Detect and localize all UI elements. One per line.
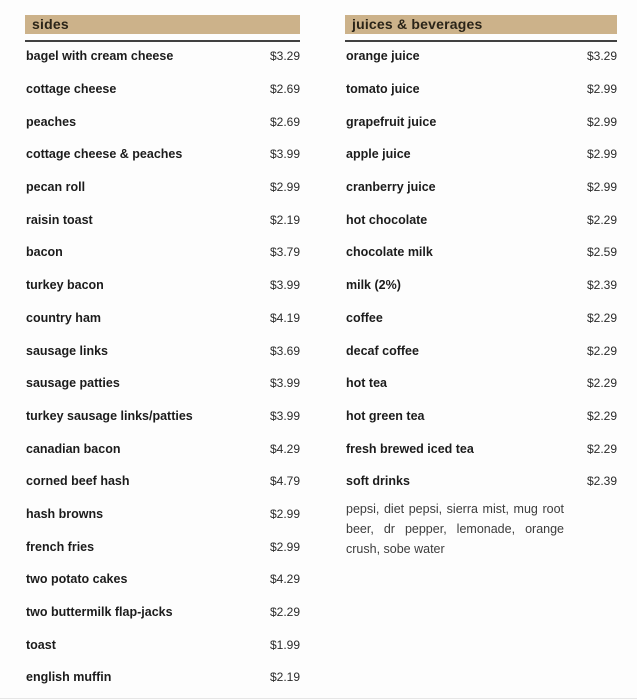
menu-item-price: $2.29 [586, 441, 617, 456]
menu-item-price: $2.19 [269, 212, 300, 227]
menu-item-row [25, 138, 300, 171]
menu-item-row [345, 269, 617, 302]
menu-item-row [345, 334, 617, 367]
menu-item-row [345, 302, 617, 335]
menu-item-row [25, 40, 300, 73]
menu-item-row [25, 269, 300, 302]
menu-item-row [345, 138, 617, 171]
menu-item-name: bacon [26, 245, 63, 260]
menu-item-name: french fries [26, 539, 95, 554]
menu-item-row [345, 203, 617, 236]
menu-item-row [25, 432, 300, 465]
menu-item-row [25, 628, 300, 661]
menu-item-price: $2.29 [586, 343, 617, 358]
menu-item-name: peaches [26, 114, 77, 129]
menu-item-name: pecan roll [26, 180, 86, 195]
menu-item-name: cottage cheese & peaches [26, 147, 183, 162]
menu-item-price: $2.29 [586, 376, 617, 391]
menu-item-row [25, 73, 300, 106]
menu-item-name: turkey bacon [26, 278, 104, 293]
menu-item-row [345, 465, 617, 498]
menu-item-price: $4.19 [269, 310, 300, 325]
menu-item-price: $2.29 [586, 212, 617, 227]
menu-item-price: $3.29 [269, 49, 300, 64]
menu-item-price: $2.29 [586, 408, 617, 423]
menu-item-name: country ham [26, 310, 102, 325]
menu-item-price: $1.99 [269, 637, 300, 652]
menu-item-price: $2.99 [269, 180, 300, 195]
menu-item-row [345, 171, 617, 204]
menu-item-row [25, 236, 300, 269]
menu-item-name: sausage patties [26, 376, 120, 391]
menu-item-row [25, 661, 300, 694]
menu-item-price: $3.99 [269, 278, 300, 293]
menu-item-price: $2.29 [586, 310, 617, 325]
menu-item-price: $3.29 [586, 49, 617, 64]
menu-item-name: orange juice [346, 49, 420, 64]
menu-item-price: $2.99 [269, 539, 300, 554]
menu-item-row [345, 73, 617, 106]
menu-item-row [345, 432, 617, 465]
menu-item-list [345, 40, 617, 559]
menu-item-list [25, 40, 300, 694]
menu-item-row [345, 40, 617, 73]
menu-item-price: $4.29 [269, 572, 300, 587]
menu-item-row [25, 171, 300, 204]
menu-item-price: $2.99 [586, 180, 617, 195]
menu-item-name: milk (2%) [346, 278, 401, 293]
menu-item-name: hot green tea [346, 408, 425, 423]
menu-item-name: bagel with cream cheese [26, 49, 174, 64]
menu-item-name: fresh brewed iced tea [346, 441, 474, 456]
menu-item-price: $2.29 [269, 605, 300, 620]
section-title-juices-beverages: juices & beverages [345, 15, 617, 34]
menu-item-price: $3.69 [269, 343, 300, 358]
menu-item-price: $4.79 [269, 474, 300, 489]
menu-item-row [345, 400, 617, 433]
menu-item-row [25, 596, 300, 629]
menu-item-price: $2.69 [269, 114, 300, 129]
menu-item-name: tomato juice [346, 82, 420, 97]
menu-item-price: $3.99 [269, 408, 300, 423]
menu-item-row [25, 400, 300, 433]
menu-item-name: two buttermilk flap-jacks [26, 605, 173, 620]
bottom-divider [0, 698, 637, 699]
menu-item-name: hot chocolate [346, 212, 428, 227]
menu-item-price: $4.29 [269, 441, 300, 456]
menu-item-row [345, 367, 617, 400]
menu-item-name: sausage links [26, 343, 108, 358]
menu-item-name: cottage cheese [26, 82, 117, 97]
menu-item-price: $2.99 [586, 82, 617, 97]
section-sides [25, 15, 300, 694]
menu-item-row [25, 302, 300, 335]
menu-item-price: $3.99 [269, 147, 300, 162]
menu-item-row [25, 334, 300, 367]
menu-item-price: $2.69 [269, 82, 300, 97]
menu-item-description: pepsi, diet pepsi, sierra mist, mug root beer, dr pepper, lemonade, orange crush, sobe water [346, 501, 564, 556]
menu-item-name: chocolate milk [346, 245, 433, 260]
menu-item-name: canadian bacon [26, 441, 121, 456]
menu-item-name: hot tea [346, 376, 387, 391]
menu-item-row [25, 105, 300, 138]
menu-item-row [25, 563, 300, 596]
menu-item-name: toast [26, 637, 56, 652]
menu-item-name: turkey sausage links/patties [26, 408, 193, 423]
menu-item-price: $3.79 [269, 245, 300, 260]
menu-item-price: $2.99 [586, 114, 617, 129]
menu-item-name: raisin toast [26, 212, 93, 227]
menu-item-name: english muffin [26, 670, 112, 685]
menu-item-name: coffee [346, 310, 383, 325]
menu-item-row [25, 203, 300, 236]
menu-item-name: soft drinks [346, 474, 410, 489]
menu-item-price: $2.19 [269, 670, 300, 685]
menu-item-name: cranberry juice [346, 180, 436, 195]
menu-item-name: decaf coffee [346, 343, 419, 358]
section-title-sides: sides [25, 15, 300, 34]
menu-item-row [25, 465, 300, 498]
menu-item-name: grapefruit juice [346, 114, 437, 129]
menu-item-name: hash browns [26, 506, 104, 521]
section-juices-beverages [345, 15, 617, 694]
menu-item-row [25, 530, 300, 563]
menu-item-price: $2.39 [586, 278, 617, 293]
menu-item-row [345, 105, 617, 138]
menu-item-price: $2.59 [586, 245, 617, 260]
menu-item-price: $3.99 [269, 376, 300, 391]
menu-item-name: corned beef hash [26, 474, 130, 489]
menu-item-row [25, 498, 300, 531]
menu-item-name: apple juice [346, 147, 411, 162]
menu-item-price: $2.39 [586, 474, 617, 489]
menu-item-row [25, 367, 300, 400]
menu-item-row [345, 236, 617, 269]
menu-item-price: $2.99 [586, 147, 617, 162]
menu-item-name: two potato cakes [26, 572, 128, 587]
menu-item-price: $2.99 [269, 506, 300, 521]
